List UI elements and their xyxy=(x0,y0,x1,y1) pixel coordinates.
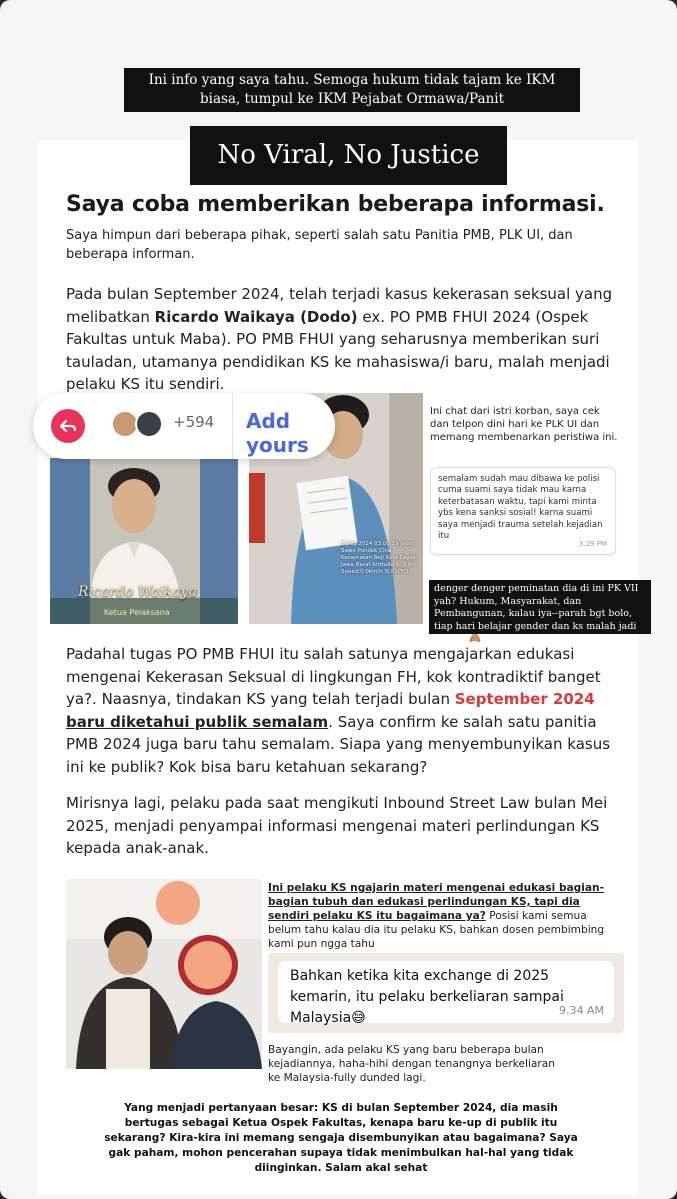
article-paragraph-2 xyxy=(66,643,618,778)
article-heading: Saya coba memberikan beberapa informasi. xyxy=(66,192,605,217)
bottom-right-text-1 xyxy=(268,881,613,951)
perpetrator-name: Ricardo Waikaya (Dodo) xyxy=(154,307,358,326)
whatsapp-message-bubble xyxy=(278,961,614,1026)
highlight-public: baru diketahui publik semalam xyxy=(66,712,329,731)
chat-intro-text: Ini chat dari istri korban, saya cek dan telpon dini hari ke PLK UI dan memang membenarkan peristiwa ini. xyxy=(430,406,618,443)
timestamp-stamp: 8 Sep 2024 03.00.19 Jalan Sawo Pondok Cina Kecamatan Beji Kota Depok Jawa Barat Altitude:100.0m Speed:0.0km/h SUCIPTO xyxy=(341,541,418,575)
teaching-scene xyxy=(66,879,262,1069)
slogan-banner: No Viral, No Justice xyxy=(190,126,507,185)
role-label: Ketua Pelaksana xyxy=(104,608,170,617)
story-caption: Ini info yang saya tahu. Semoga hukum tidak tajam ke IKM biasa, tumpul ke IKM Pejabat Ormawa/Panit xyxy=(124,68,580,112)
participant-avatar xyxy=(135,410,163,438)
p1-text-b: ex. PO PMB FHUI 2024 (Ospek Fakultas untuk Maba). PO PMB FHUI yang seharusnya memberikan suri tauladan, utamanya pendidikan KS ke mahasiswa/i baru, malah menjadi pelaku KS itu sendiri. xyxy=(66,307,610,393)
p1-text-a: Pada bulan September 2024, telah terjadi kasus kekerasan seksual yang melibatkan xyxy=(66,285,613,326)
whatsapp-screenshot xyxy=(268,953,624,1033)
p2-text-b: . Saya confirm ke salah satu panitia PMB 2024 juga baru tahu semalam. Siapa yang menyembunyikan kasus ini ke publik? Kok bisa baru ketahuan sekarang? xyxy=(66,712,611,776)
whatsapp-time: 9.34 AM xyxy=(558,1004,604,1017)
article-intro: Saya himpun dari beberapa pihak, seperti salah satu Panitia PMB, PLK UI, dan beberapa informan. xyxy=(66,228,573,262)
participant-count: +594 xyxy=(173,413,215,431)
reply-icon[interactable] xyxy=(51,409,85,443)
whatsapp-message: Bahkan ketika kita exchange di 2025 kemarin, itu pelaku berkeliaran sampai Malaysia😅 xyxy=(290,968,564,1026)
comment-overlay: denger denger peminatan dia di ini PK VII yah? Hukum, Masyarakat, dan Pembangunan, kalau iya--parah bgt bolo, tiap hari belajar gender dan ks malah jadi pelaku 🙈 xyxy=(429,580,651,634)
sticker-divider xyxy=(232,393,233,459)
name-overlay: Ricardo Waikaya xyxy=(78,584,197,600)
chat-message: semalam sudah mau dibawa ke polisi cuma suami saya tidak mau karna keterbatasan waktu, tapi kami minta ybs kena sanksi sosial! karna suami saya menjadi trauma setelah kejadian itu xyxy=(438,474,603,542)
add-yours-sticker[interactable] xyxy=(33,393,335,459)
photo-teaching-children xyxy=(66,879,262,1069)
add-yours-button[interactable]: Add yours xyxy=(246,409,309,457)
chat-time: 3.29 PM xyxy=(578,539,607,548)
p2-text-a: Padahal tugas PO PMB FHUI itu salah satunya mengajarkan edukasi mengenai Kekerasan Seksual di lingkungan FH, kok kontradiktif banget ya?. Naasnya, tindakan KS yang telah terjadi bulan xyxy=(66,645,601,708)
photo-ketua-pelaksana xyxy=(50,458,238,624)
bottom-right-text-2: Bayangin, ada pelaku KS yang baru beberapa bulan kejadiannya, haha-hihi dengan tenangnya berkeliaran ke Malaysia-fully dunded lagi. xyxy=(268,1044,555,1084)
closing-question: Yang menjadi pertanyaan besar: KS di bulan September 2024, dia masih bertugas sebagai Ketua Ospek Fakultas, kenapa baru ke-up di publik itu sekarang? Kira-kira ini memang sengaja disembunyikan atau bagaimana? Saya gak paham, mohon pencerahan supaya tidak menimbulkan hal-hal yang tidak diinginkan. Salam akal sehat xyxy=(104,1102,578,1174)
bottom-rest: Posisi kami semua belum tahu kalau dia itu pelaku KS, bahkan dosen pembimbing kami pun ngga tahu xyxy=(268,910,605,950)
chat-screenshot-bubble xyxy=(430,467,616,555)
article-paragraph-3: Mirisnya lagi, pelaku pada saat mengikuti Inbound Street Law bulan Mei 2025, menjadi penyampai informasi mengenai materi perlindungan KS kepada anak-anak. xyxy=(66,794,608,857)
article-paragraph-1 xyxy=(66,283,618,396)
highlight-date: September 2024 xyxy=(454,690,595,708)
bottom-highlight: Ini pelaku KS ngajarin materi mengenai edukasi bagian-bagian tubuh dan edukasi perlindungan KS, tapi dia sendiri pelaku KS itu bagaimana ya? xyxy=(268,882,604,922)
